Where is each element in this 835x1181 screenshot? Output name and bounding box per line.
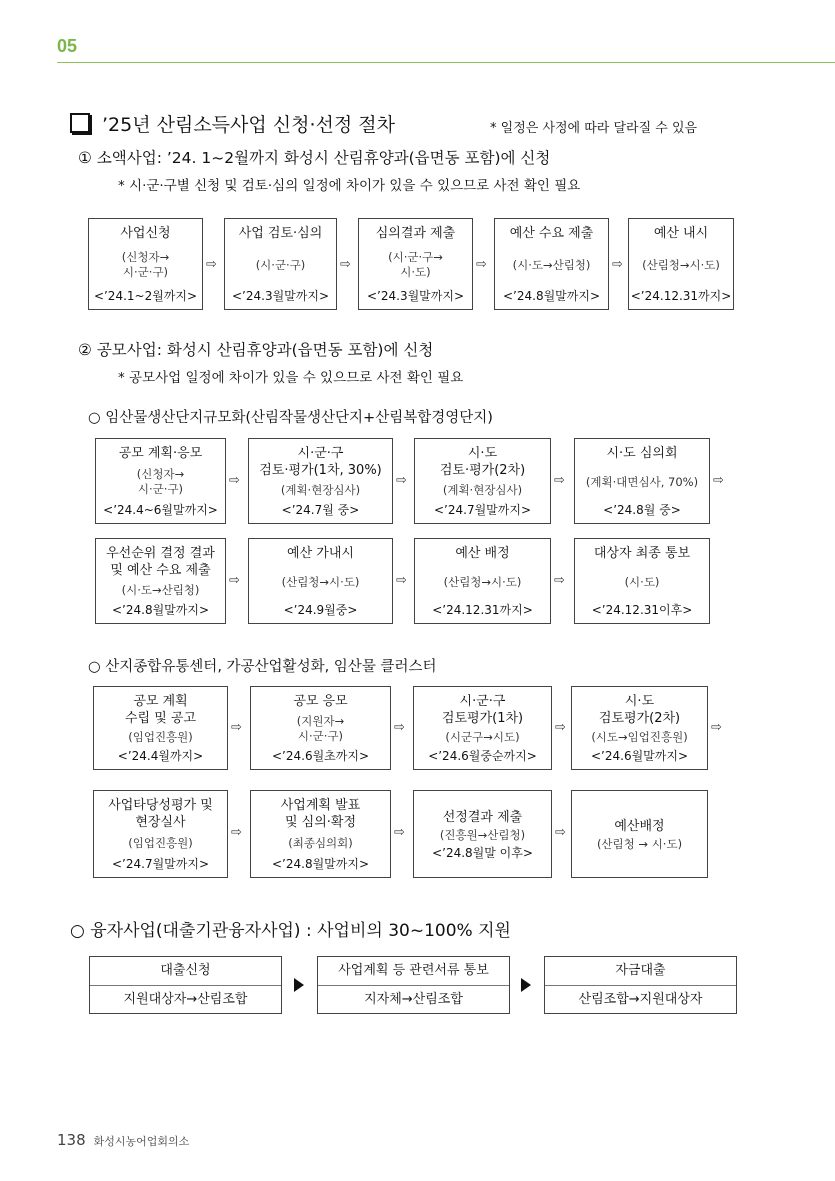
arrow-right-icon: ⇨ [340,257,351,272]
flow-box: 공모 계획·응모 (신청자→ 시·군·구) <’24.4~6월말까지> [95,438,226,524]
arrow-right-icon: ⇨ [713,473,724,488]
arrow-right-icon: ⇨ [394,825,405,840]
flow-box: 사업타당성평가 및 현장실사 (임업진흥원) <’24.7월말까지> [93,790,228,878]
flow-box: 우선순위 결정 결과 및 예산 수요 제출 (시·도→산림청) <’24.8월말까지> [95,538,226,624]
arrow-right-icon: ⇨ [231,825,242,840]
flow-box: 사업계획 발표 및 심의·확정 (최종심의회) <’24.8월말까지> [250,790,391,878]
section1-heading: ① 소액사업: ’24. 1~2월까지 화성시 산림휴양과(읍면동 포함)에 신청 [78,149,551,167]
loan-heading: ○ 융자사업(대출기관융자사업) : 사업비의 30~100% 지원 [70,921,511,941]
flow-box: 공모 응모 (지원자→ 시·군·구) <’24.6월초까지> [250,686,391,770]
page-title: ’25년 산림소득사업 신청·선정 절차 [70,110,395,137]
flow-box: 심의결과 제출 (시·군·구→ 시·도) <’24.3월말까지> [358,218,473,310]
chapter-number: 05 [57,36,78,56]
flow-box: 시·도 심의회 (계획·대면심사, 70%) <’24.8월 중> [574,438,710,524]
arrow-right-icon: ⇨ [229,473,240,488]
flow-box: 시·도 검토평가(2차) (시도→임업진흥원) <’24.6월말까지> [571,686,708,770]
section2-note: * 공모사업 일정에 차이가 있을 수 있으므로 사전 확인 필요 [118,370,464,386]
flow-box: 사업 검토·심의 (시·군·구) <’24.3월말까지> [224,218,337,310]
arrow-right-icon: ⇨ [396,573,407,588]
flow-box: 예산 가내시 (산림청→시·도) <’24.9월중> [248,538,393,624]
footer-org: 화성시농어업회의소 [93,1135,190,1148]
arrow-right-icon: ⇨ [231,720,242,735]
arrow-triangle-icon [294,978,304,992]
section1-note: * 시·군·구별 신청 및 검토·심의 일정에 차이가 있을 수 있으므로 사전 확인 필요 [118,178,581,194]
flow-box: 선정결과 제출 (진흥원→산림청) <’24.8월말 이후> [413,790,552,878]
flow-box: 사업신청 (신청자→ 시·군·구) <’24.1~2월까지> [88,218,203,310]
arrow-right-icon: ⇨ [206,257,217,272]
arrow-right-icon: ⇨ [229,573,240,588]
arrow-right-icon: ⇨ [396,473,407,488]
page-number: 138 [57,1131,86,1149]
arrow-right-icon: ⇨ [555,720,566,735]
flow-box: 시·도 검토·평가(2차) (계획·현장심사) <’24.7월말까지> [414,438,551,524]
arrow-right-icon: ⇨ [554,473,565,488]
page-footer [57,1131,189,1149]
subsection-b-heading: ○ 산지종합유통센터, 가공산업활성화, 임산물 클러스터 [88,659,437,675]
flow-box: 예산배정 (산림청 → 시·도) [571,790,708,878]
loan-box: 사업계획 등 관련서류 통보 지자체→산림조합 [317,956,510,1014]
section2-heading: ② 공모사업: 화성시 산림휴양과(읍면동 포함)에 신청 [78,341,434,359]
flow-box: 공모 계획 수립 및 공고 (임업진흥원) <’24.4월까지> [93,686,228,770]
chapter-divider [57,62,835,63]
loan-box: 자금대출 산림조합→지원대상자 [544,956,737,1014]
flow-box: 예산 수요 제출 (시·도→산림청) <’24.8월말까지> [494,218,609,310]
arrow-right-icon: ⇨ [555,825,566,840]
arrow-right-icon: ⇨ [554,573,565,588]
subsection-a-heading: ○ 임산물생산단지규모화(산림작물생산단지+산림복합경영단지) [88,410,493,426]
flow-box: 시·군·구 검토·평가(1차, 30%) (계획·현장심사) <’24.7월 중> [248,438,393,524]
arrow-triangle-icon [521,978,531,992]
arrow-right-icon: ⇨ [711,720,722,735]
loan-box: 대출신청 지원대상자→산림조합 [89,956,282,1014]
checkbox-bullet-icon [70,113,90,133]
flow-box: 예산 배정 (산림청→시·도) <’24.12.31까지> [414,538,551,624]
title-note: * 일정은 사정에 따라 달라질 수 있음 [490,121,698,136]
flow-box: 시·군·구 검토평가(1차) (시군구→시도) <’24.6월중순까지> [413,686,552,770]
arrow-right-icon: ⇨ [394,720,405,735]
flow-box: 대상자 최종 통보 (시·도) <’24.12.31이후> [574,538,710,624]
arrow-right-icon: ⇨ [476,257,487,272]
arrow-right-icon: ⇨ [612,257,623,272]
flow-box: 예산 내시 (산림청→시·도) <’24.12.31까지> [628,218,734,310]
